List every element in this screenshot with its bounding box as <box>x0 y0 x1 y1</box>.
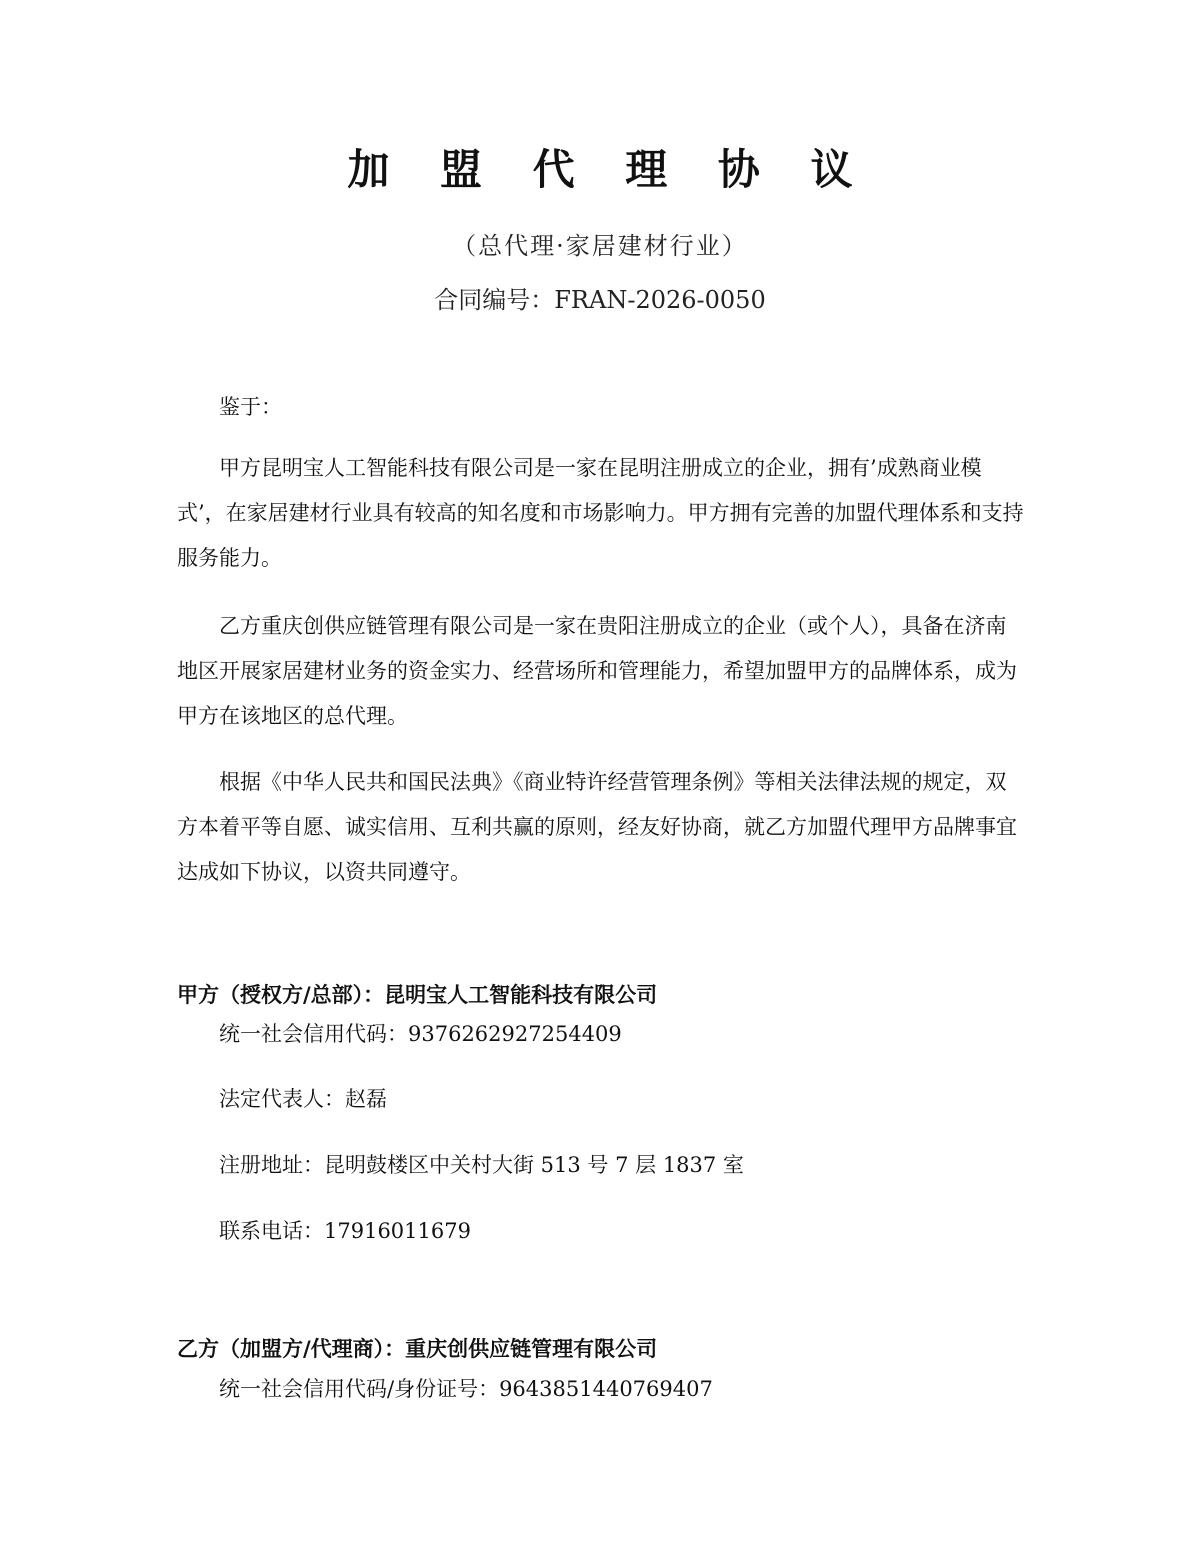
whereas-label: 鉴于： <box>219 395 282 419</box>
paragraph-text: 乙方重庆创供应链管理有限公司是一家在贵阳注册成立的企业（或个人），具备在济南地区开展家居建材业务的资金实力、经营场所和管理能力，希望加盟甲方的品牌体系，成为甲方在该地区的总代理。 <box>177 614 1017 728</box>
party-a-legal-representative: 法定代表人：赵磊 <box>219 1087 387 1111</box>
paragraph-text: 根据《中华人民共和国民法典》《商业特许经营管理条例》等相关法律法规的规定，双方本着平等自愿、诚实信用、互利共赢的原则，经友好协商，就乙方加盟代理甲方品牌事宜达成如下协议，以资共同遵守。 <box>177 770 1017 884</box>
document-title: 加 盟 代 理 协 议 <box>347 145 871 194</box>
party-a-credit-code: 统一社会信用代码：9376262927254409 <box>219 1022 622 1046</box>
preamble-paragraph-party-a <box>177 446 1027 581</box>
contract-number: 合同编号：FRAN-2026-0050 <box>434 286 766 314</box>
party-b-credit-code: 统一社会信用代码/身份证号：9643851440769407 <box>219 1377 713 1401</box>
preamble-paragraph-legal-basis <box>177 760 1027 895</box>
party-a-phone: 联系电话：17916011679 <box>219 1219 471 1243</box>
paragraph-text: 甲方昆明宝人工智能科技有限公司是一家在昆明注册成立的企业，拥有’成熟商业模式’，在家居建材行业具有较高的知名度和市场影响力。甲方拥有完善的加盟代理体系和支持服务能力。 <box>177 456 1024 570</box>
document-subtitle: （总代理·家居建材行业） <box>452 232 748 260</box>
whereas-block <box>177 385 1027 430</box>
party-a-heading: 甲方（授权方/总部）：昆明宝人工智能科技有限公司 <box>177 983 658 1007</box>
preamble-paragraph-party-b <box>177 604 1027 739</box>
party-a-address: 注册地址：昆明鼓楼区中关村大街 513 号 7 层 1837 室 <box>219 1153 744 1177</box>
party-b-heading: 乙方（加盟方/代理商）：重庆创供应链管理有限公司 <box>177 1337 658 1361</box>
